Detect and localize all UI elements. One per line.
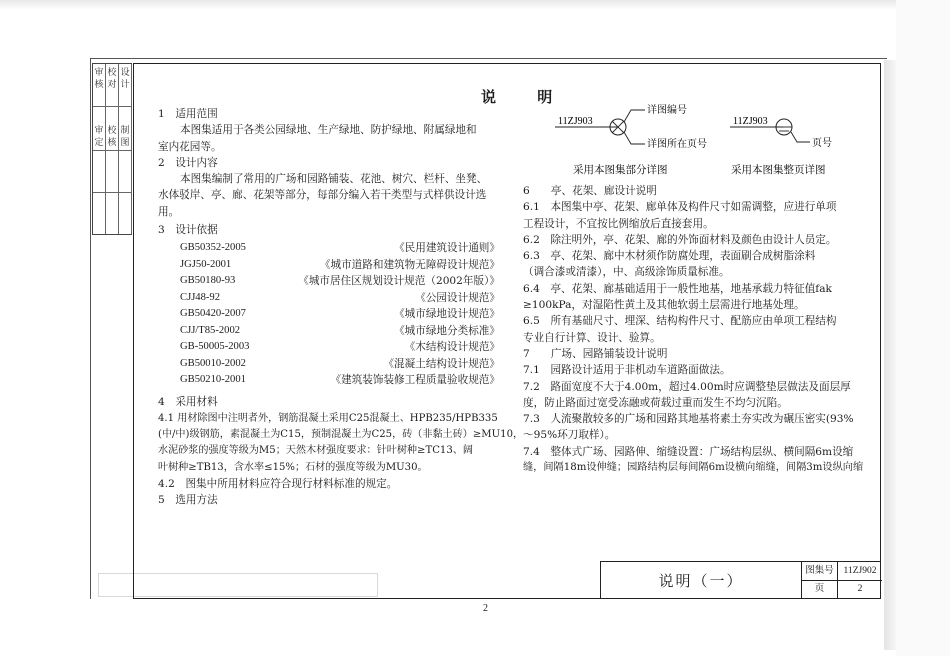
- paragraph-line: 缝，间隔18m设伸缝；园路结构层每间隔6m设横向缩缝，间隔3m设纵向缩: [523, 462, 864, 474]
- paragraph-line: 6.2 除注明外，亭、花架、廊的外饰面材料及颜色由设计人员定。: [523, 233, 837, 246]
- diagram-code: 11ZJ903: [733, 116, 768, 127]
- standard-row: [180, 257, 500, 273]
- standard-row: [180, 290, 500, 306]
- paragraph-line: 7.3 人流聚散较多的广场和园路其地基将素土夯实改为碾压密实(93%: [523, 413, 854, 426]
- section-heading: 1 适用范围: [158, 108, 218, 120]
- standard-name: 《城市绿地分类标准》: [394, 324, 500, 337]
- title-block: [600, 561, 881, 599]
- signature-char: 设: [120, 68, 130, 78]
- standards-list: [180, 238, 500, 388]
- standard-row: [180, 273, 500, 289]
- standard-name: 《民用建筑设计通则》: [394, 242, 500, 255]
- standard-name: 《木结构设计规范》: [404, 341, 500, 354]
- standard-name: 《建筑装饰装修工程质量验收规范》: [330, 374, 500, 387]
- paragraph-line: 4.1 用材除图中注明者外，钢筋混凝土采用C25混凝土、HPB235/HPB335: [158, 412, 498, 424]
- scan-shadow-top: [0, 0, 950, 10]
- paragraph-line: 7.1 园路设计适用于非机动车道路面做法。: [523, 364, 731, 377]
- page-value: 2: [857, 584, 863, 594]
- diagram-label: 详图编号: [647, 105, 687, 116]
- standard-name: 《公园设计规范》: [415, 291, 500, 304]
- signature-column-3: [119, 64, 132, 234]
- section-heading: 3 设计依据: [158, 224, 218, 237]
- atlas-number-label: 图集号: [802, 562, 838, 580]
- standard-code: GB50010-2002: [180, 357, 246, 369]
- signature-char: 计: [120, 80, 130, 90]
- paragraph-line: 6.5 所有基础尺寸、埋深、结构构件尺寸、配筋应由单项工程结构: [523, 315, 837, 328]
- standard-row: [180, 306, 500, 322]
- scan-margin-right: [896, 0, 950, 656]
- paragraph-line: 7.4 整体式广场、园路伸、缩缝设置：广场结构层纵、横间隔6m设缩: [523, 445, 854, 458]
- paragraph-line: 工程设计，不宜按比例缩放后直接套用。: [523, 217, 714, 230]
- standard-code: JGJ50-2001: [180, 258, 232, 270]
- standard-row: [180, 323, 500, 339]
- signature-char: 核: [107, 138, 117, 148]
- paragraph-line: 水泥砂浆的强度等级为M5；天然木材强度要求：针叶树种≥TC13、阔: [158, 445, 473, 457]
- page-number: 2: [483, 603, 488, 614]
- diagram-label: 详图所在页号: [647, 139, 707, 150]
- diagram-label: 页号: [812, 138, 832, 149]
- paragraph-line: ≥100kPa，对湿陷性黄土及其他软弱土层需进行地基处理。: [523, 299, 805, 312]
- standard-code: GB-50005-2003: [180, 341, 250, 353]
- section-heading: 5 选用方法: [158, 494, 218, 507]
- page-title: 说 明: [481, 88, 571, 106]
- paragraph-line: 6.3 亭、花架、廊中木材须作防腐处理，表面刷合成树脂涂料: [523, 250, 816, 263]
- standard-row: [180, 372, 500, 388]
- standard-code: CJJ48-92: [180, 291, 221, 303]
- standard-code: GB50352-2005: [180, 242, 246, 254]
- signature-char: 定: [94, 138, 104, 148]
- title-block-row: [802, 580, 882, 598]
- page-label: 页: [802, 580, 838, 598]
- signature-block: [92, 63, 132, 235]
- leader-line: [791, 132, 810, 142]
- diagram-caption: 采用本图集部分详图: [573, 164, 668, 176]
- standard-code: GB50420-2007: [180, 308, 246, 320]
- section-heading: 2 设计内容: [158, 156, 218, 169]
- paragraph-line: 度，防止路面过宽受冻融或荷载过重而发生不均匀沉陷。: [523, 396, 788, 409]
- standard-name: 《混凝土结构设计规范》: [383, 357, 500, 370]
- paragraph-line: （调合漆或清漆），中、高级涂饰质量标准。: [523, 266, 730, 279]
- paragraph-line: 室内花园等。: [158, 140, 222, 153]
- title-block-title: 说明（一）: [658, 572, 744, 590]
- title-block-row: [802, 562, 882, 581]
- standard-name: 《城市道路和建筑物无障碍设计规范》: [319, 258, 500, 271]
- signature-divider: [93, 106, 131, 107]
- paragraph-line: ～95%环刀取样）。: [523, 429, 616, 442]
- signature-char: 校: [107, 126, 117, 136]
- leader-line: [624, 110, 645, 122]
- detail-index-diagram: [555, 100, 855, 180]
- paragraph-line: 4.2 图集中所用材料应符合现行材料标准的规定。: [158, 477, 398, 490]
- paragraph-line: 6.4 亭、花架、廊基础适用于一般性地基，地基承载力特征值fak: [523, 282, 832, 295]
- signature-char: 对: [107, 80, 117, 90]
- signature-char: 审: [94, 126, 104, 136]
- diagram-code: 11ZJ903: [558, 116, 593, 127]
- signature-char: 校: [107, 68, 117, 78]
- paragraph-line: 本图集编制了常用的广场和园路铺装、花池、树穴、栏杆、坐凳、: [180, 173, 488, 186]
- atlas-number-value: 11ZJ902: [843, 566, 877, 576]
- left-column: [158, 106, 524, 508]
- signature-column-1: [93, 64, 106, 234]
- paragraph-line: (中/中)级钢筋，素混凝土为C15，预制混凝土为C25，砖（非黏土砖）≥MU10，: [158, 428, 524, 440]
- signature-char: 审: [94, 68, 104, 78]
- signature-char: 核: [94, 80, 104, 90]
- diagram-caption: 采用本图集整页详图: [731, 164, 826, 176]
- paragraph-line: 本图集适用于各类公园绿地、生产绿地、防护绿地、附属绿地和: [180, 124, 477, 137]
- signature-char: 图: [120, 138, 130, 148]
- title-block-grid: [801, 562, 881, 599]
- signature-column-2: [106, 64, 119, 234]
- standard-name: 《城市居住区规划设计规范（2002年版）》: [298, 275, 500, 288]
- standard-name: 《城市绿地设计规范》: [394, 308, 500, 321]
- section-heading: 7 广场、园路铺装设计说明: [523, 347, 668, 360]
- section-heading: 6 亭、花架、廊设计说明: [523, 185, 657, 197]
- section-heading: 4 采用材料: [158, 396, 218, 409]
- paragraph-line: 水体驳岸、亭、廊、花架等部分，每部分编入若干类型与式样供设计选: [158, 189, 487, 202]
- paragraph-line: 叶树种≥TB13，含水率≤15%；石材的强度等级为MU30。: [158, 461, 428, 473]
- paragraph-line: 专业自行计算、设计、验算。: [523, 331, 661, 344]
- standard-code: GB50180-93: [180, 275, 236, 287]
- standard-row: [180, 339, 500, 355]
- standard-row: [180, 240, 500, 256]
- standard-code: GB50210-2001: [180, 374, 246, 386]
- signature-char: 制: [120, 126, 130, 136]
- standard-code: CJJ/T85-2002: [180, 324, 241, 336]
- standard-row: [180, 356, 500, 372]
- paragraph-line: 6.1 本图集中亭、花架、廊单体及构件尺寸如需调整，应进行单项: [523, 201, 837, 214]
- paragraph-line: 用。: [158, 205, 180, 218]
- paragraph-line: 7.2 路面宽度不大于4.00m，超过4.00m时应调整垫层做法及面层厚: [523, 380, 851, 393]
- signature-divider: [93, 192, 131, 193]
- signature-divider: [93, 150, 131, 151]
- right-column: [523, 183, 878, 476]
- leader-line: [624, 132, 645, 144]
